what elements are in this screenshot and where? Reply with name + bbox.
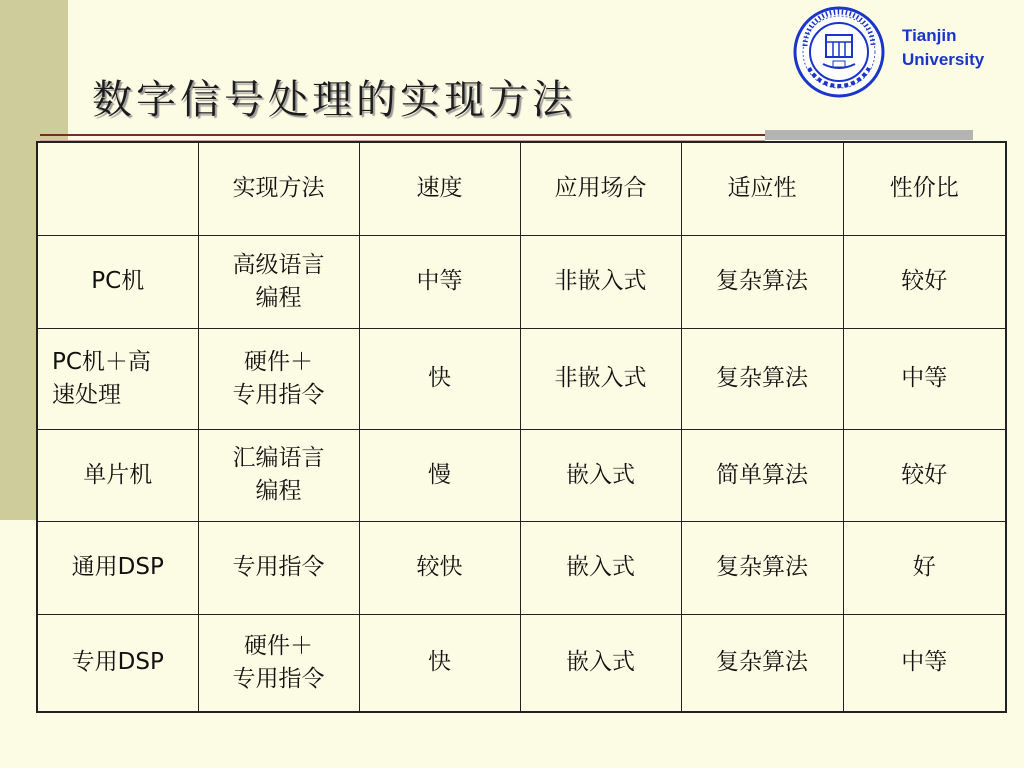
- title-rule-accent: [765, 130, 973, 140]
- table-cell: 专用指令: [198, 521, 359, 614]
- table-cell: 复杂算法: [681, 614, 843, 712]
- row-label: PC机＋高 速处理: [37, 328, 198, 429]
- title-rule: [40, 134, 765, 136]
- table-cell: 好: [843, 521, 1006, 614]
- table-cell: 简单算法: [681, 429, 843, 521]
- table-cell: 硬件＋ 专用指令: [198, 614, 359, 712]
- page-title: 数字信号处理的实现方法: [92, 77, 576, 123]
- table-cell: 复杂算法: [681, 235, 843, 328]
- table-cell: 较快: [359, 521, 520, 614]
- table-cell: 硬件＋ 专用指令: [198, 328, 359, 429]
- university-name: [902, 24, 984, 72]
- table-cell: 非嵌入式: [520, 235, 681, 328]
- table-cell: 快: [359, 328, 520, 429]
- table-cell: 较好: [843, 235, 1006, 328]
- table-cell: 中等: [843, 328, 1006, 429]
- table-cell: 非嵌入式: [520, 328, 681, 429]
- table-cell: 复杂算法: [681, 521, 843, 614]
- header-cell-cost-performance: 性价比: [843, 142, 1006, 235]
- university-name-line1: Tianjin: [902, 26, 957, 45]
- header-cell-application: 应用场合: [520, 142, 681, 235]
- row-label: 单片机: [37, 429, 198, 521]
- table-row: [37, 235, 1006, 328]
- header-cell-method: 实现方法: [198, 142, 359, 235]
- header-cell-speed: 速度: [359, 142, 520, 235]
- comparison-table: [36, 141, 1007, 713]
- table-cell: 嵌入式: [520, 429, 681, 521]
- table-row: [37, 614, 1006, 712]
- table-cell: 汇编语言 编程: [198, 429, 359, 521]
- table-cell: 快: [359, 614, 520, 712]
- header-cell-empty: [37, 142, 198, 235]
- table-row: [37, 429, 1006, 521]
- table-cell: 嵌入式: [520, 614, 681, 712]
- table-cell: 高级语言 编程: [198, 235, 359, 328]
- header-cell-adaptability: 适应性: [681, 142, 843, 235]
- table-cell: 嵌入式: [520, 521, 681, 614]
- table-cell: 中等: [359, 235, 520, 328]
- table-cell: 慢: [359, 429, 520, 521]
- table-cell: 复杂算法: [681, 328, 843, 429]
- university-seal-logo: [793, 6, 885, 98]
- table-row: [37, 328, 1006, 429]
- row-label: 专用DSP: [37, 614, 198, 712]
- university-name-line2: University: [902, 50, 985, 69]
- table-cell: 较好: [843, 429, 1006, 521]
- table-row: [37, 521, 1006, 614]
- row-label: PC机: [37, 235, 198, 328]
- row-label: 通用DSP: [37, 521, 198, 614]
- table-cell: 中等: [843, 614, 1006, 712]
- table-header-row: [37, 142, 1006, 235]
